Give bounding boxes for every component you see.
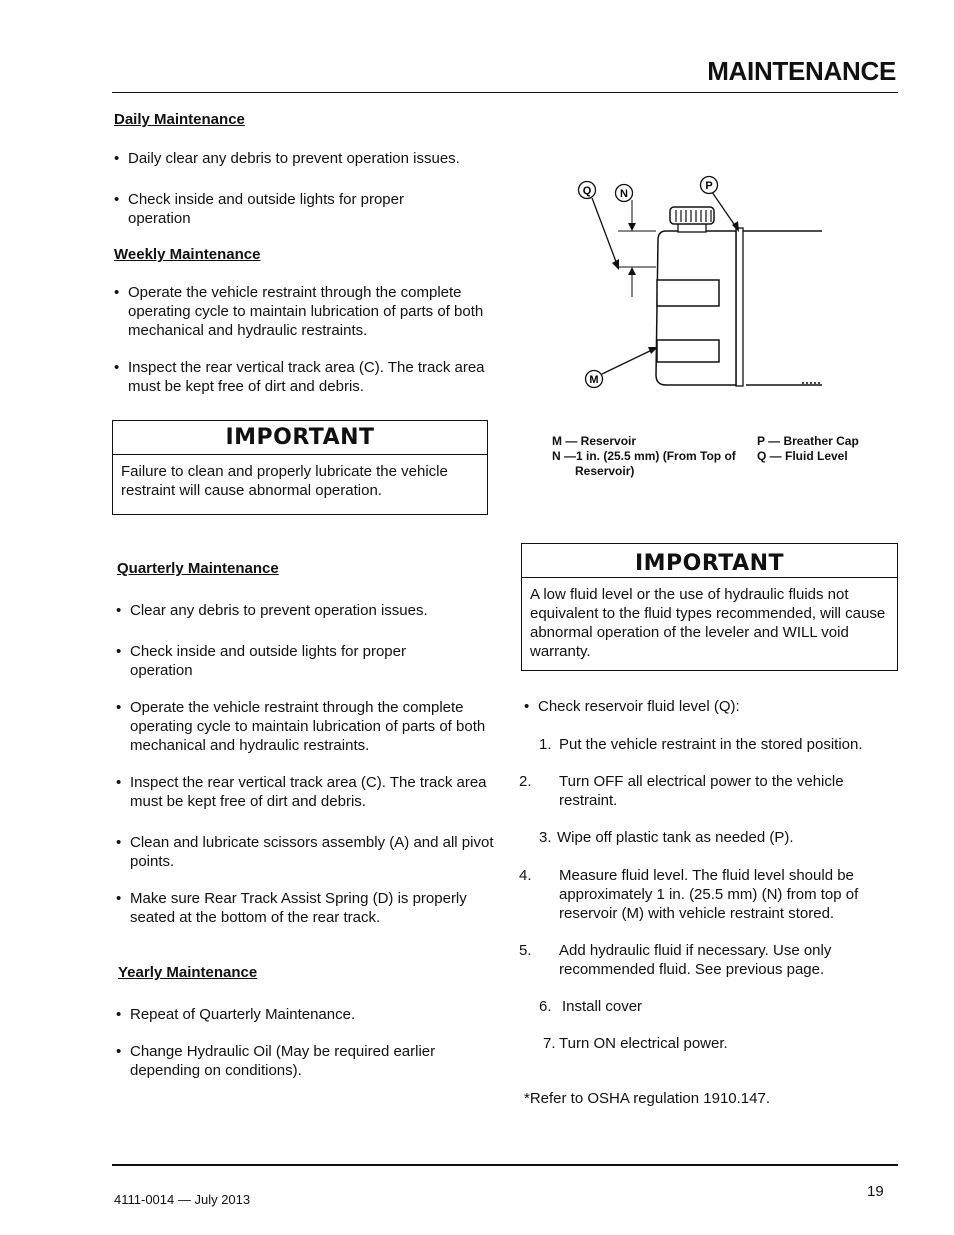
callout-m-label: M	[589, 374, 599, 386]
important-heading: IMPORTANT	[113, 421, 487, 455]
quarterly-item: • Check inside and outside lights for proper operation	[116, 642, 460, 680]
step-text: Wipe off plastic tank as needed (P).	[557, 829, 794, 846]
step-number: 4.	[519, 867, 532, 884]
daily-heading: Daily Maintenance	[114, 111, 245, 128]
quarterly-item: • Inspect the rear vertical track area (C). The track area must be kept free of dirt and debris.	[116, 773, 495, 811]
important-heading: IMPORTANT	[522, 544, 897, 578]
page-number: 19	[867, 1183, 884, 1200]
step-item	[543, 1034, 893, 1053]
step-number: 3.	[539, 829, 552, 846]
important-text: Failure to clean and properly lubricate the vehicle restraint will cause abnormal operation.	[121, 463, 448, 499]
callout-n-label: N	[620, 188, 628, 200]
important-box	[112, 420, 488, 515]
weekly-heading: Weekly Maintenance	[114, 246, 261, 263]
legend-m: M — Reservoir	[552, 434, 637, 448]
weekly-item: • Inspect the rear vertical track area (C). The track area must be kept free of dirt and debris.	[114, 358, 493, 396]
step-number: 7.	[543, 1035, 556, 1052]
quarterly-item: • Operate the vehicle restraint through the complete operating cycle to maintain lubrication of parts of both mechanical and hydraulic restraints.	[116, 698, 502, 755]
footer-rule	[112, 1164, 898, 1166]
step-text: Turn OFF all electrical power to the vehicle restraint.	[559, 773, 844, 809]
check-bullet: • Check reservoir fluid level (Q):	[524, 697, 898, 716]
step-text: Turn ON electrical power.	[559, 1035, 728, 1052]
callout-p-label: P	[705, 180, 713, 192]
yearly-item: • Repeat of Quarterly Maintenance.	[116, 1005, 510, 1024]
header-rule	[112, 92, 898, 93]
step-item	[539, 828, 889, 847]
step-text: Install cover	[562, 998, 643, 1015]
callout-q-label: Q	[582, 185, 592, 197]
weekly-item: • Operate the vehicle restraint through the complete operating cycle to maintain lubrication of parts of both mechanical and hydraulic restraints.	[114, 283, 500, 340]
quarterly-item: • Clean and lubricate scissors assembly (A) and all pivot points.	[116, 833, 500, 871]
osha-note: *Refer to OSHA regulation 1910.147.	[524, 1090, 770, 1107]
important-box	[521, 543, 898, 671]
mounting-plate	[736, 228, 743, 386]
important-text: A low fluid level or the use of hydraulic fluids not equivalent to the fluid types recommended, will cause abnormal operation of the leveler and WILL void warranty.	[530, 586, 886, 660]
step-number: 2.	[519, 773, 532, 790]
tank-rib	[657, 340, 719, 362]
doc-number: 4111-0014 — July 2013	[114, 1192, 251, 1207]
step-item	[519, 772, 899, 810]
step-item	[539, 997, 889, 1016]
step-number: 6.	[539, 998, 552, 1015]
reservoir-diagram	[560, 170, 840, 395]
step-item	[539, 735, 889, 754]
step-number: 5.	[519, 942, 532, 959]
yearly-heading: Yearly Maintenance	[118, 964, 258, 981]
step-item	[519, 941, 899, 979]
step-text: Measure fluid level. The fluid level should be approximately 1 in. (25.5 mm) (N) from top of reservoir (M) with vehicle restraint stored.	[559, 867, 859, 922]
page-title: MAINTENANCE	[707, 56, 896, 86]
daily-item: • Daily clear any debris to prevent operation issues.	[114, 149, 508, 168]
tank-rib	[657, 280, 719, 306]
quarterly-item: • Clear any debris to prevent operation issues.	[116, 601, 510, 620]
quarterly-item: • Make sure Rear Track Assist Spring (D) is properly seated at the bottom of the rear track.	[116, 889, 502, 927]
legend-q: Q — Fluid Level	[757, 449, 848, 463]
legend-n: N —1 in. (25.5 mm) (From Top of	[552, 449, 736, 463]
legend-n-cont: Reservoir)	[575, 464, 635, 478]
step-text: Put the vehicle restraint in the stored position.	[559, 736, 863, 753]
step-text: Add hydraulic fluid if necessary. Use only recommended fluid. See previous page.	[559, 942, 832, 978]
daily-item: • Check inside and outside lights for proper operation	[114, 190, 458, 228]
step-number: 1.	[539, 736, 552, 753]
yearly-item: • Change Hydraulic Oil (May be required earlier depending on conditions).	[116, 1042, 475, 1080]
step-item	[519, 866, 904, 923]
quarterly-heading: Quarterly Maintenance	[117, 560, 279, 577]
legend-p: P — Breather Cap	[757, 434, 859, 448]
